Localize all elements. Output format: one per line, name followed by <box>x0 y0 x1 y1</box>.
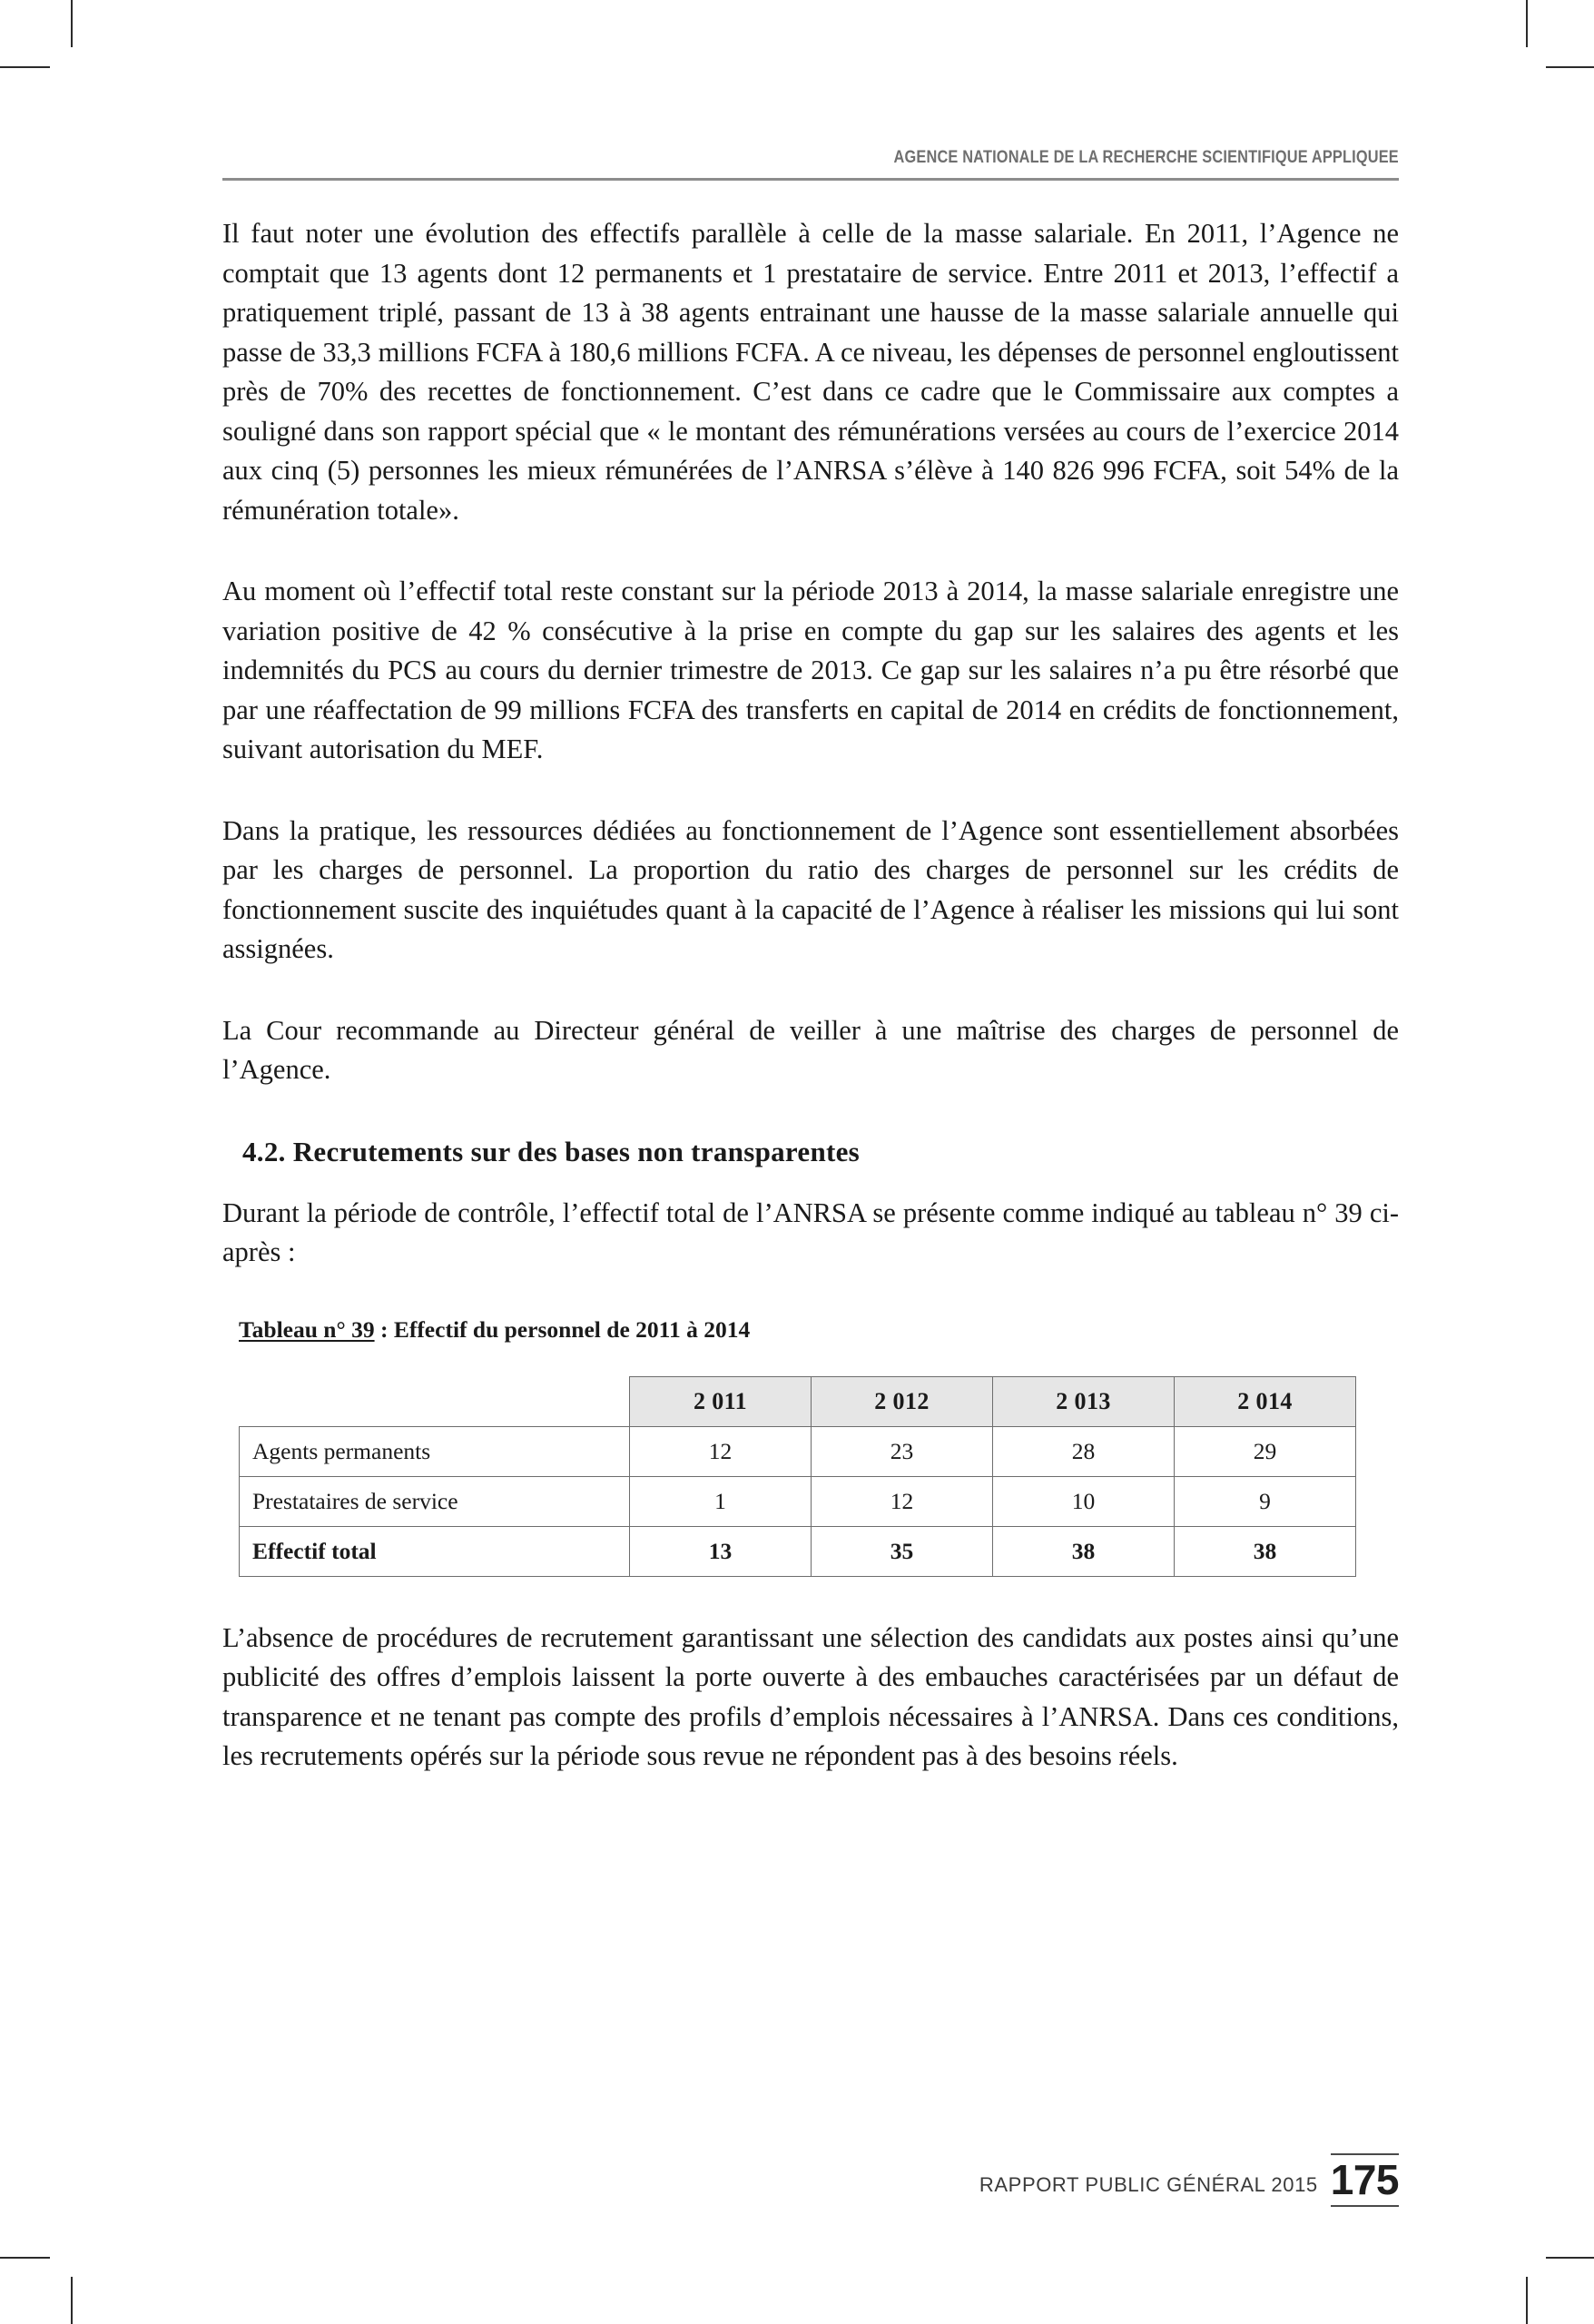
table-cell-providers-2012: 12 <box>812 1476 993 1526</box>
page-content <box>222 214 1399 1804</box>
table-caption-rest: : Effectif du personnel de 2011 à 2014 <box>374 1315 751 1343</box>
section-heading-4-2: 4.2. Recrutements sur des bases non transparentes <box>242 1135 861 1167</box>
table-cell-total-2014: 38 <box>1175 1526 1356 1576</box>
table-header-row <box>240 1376 1356 1426</box>
crop-mark-bottom-left-vertical <box>71 2277 73 2324</box>
table-cell-total-2012: 35 <box>812 1526 993 1576</box>
page-number-block <box>1331 2153 1399 2207</box>
table-column-header-2011: 2 011 <box>630 1376 812 1426</box>
paragraph-table-intro: Durant la période de contrôle, l’effectif total de l’ANRSA se présente comme indiqué au tableau n° 39 ci-après : <box>222 1196 1399 1267</box>
paragraph-payroll-variation: Au moment où l’effectif total reste constant sur la période 2013 à 2014, la masse salariale enregistre une variation positive de 42 % consécutive à la prise en compte du gap sur les salaires des agents et les indemnités du PCS au cours du dernier trimestre de 2013. Ce gap sur les salaires n’a pu être résorbé que par une réaffectation de 99 millions FCFA des transferts en capital de 2014 en crédits de fonctionnement, suivant autorisation du MEF. <box>222 576 1399 764</box>
crop-mark-top-right-horizontal <box>1546 66 1594 68</box>
table-cell-providers-2013: 10 <box>993 1476 1175 1526</box>
table-cell-providers-2014: 9 <box>1175 1476 1356 1526</box>
table-column-header-2014: 2 014 <box>1175 1376 1356 1426</box>
table-cell-total-2011: 13 <box>630 1526 812 1576</box>
page <box>222 0 1399 2324</box>
page-number: 175 <box>1330 2156 1399 2203</box>
header-rule <box>222 178 1399 181</box>
table-row-label-permanent-agents: Agents permanents <box>240 1426 630 1476</box>
paragraph-personnel-charges: Dans la pratique, les ressources dédiées au fonctionnement de l’Agence sont essentiellement absorbées par les charges de personnel. La proportion du ratio des charges de personnel sur les crédits de fonctionnement suscite des inquiétudes quant à la capacité de l’Agence à réaliser les missions qui lui sont assignées. <box>222 814 1399 964</box>
table-row-label-total: Effectif total <box>240 1526 630 1576</box>
crop-mark-top-right-vertical <box>1526 0 1528 47</box>
table-cell-permanent-2011: 12 <box>630 1426 812 1476</box>
paragraph-court-recommendation: La Cour recommande au Directeur général de veiller à une maîtrise des charges de personnel de l’Agence. <box>222 1014 1399 1085</box>
table-cell-providers-2011: 1 <box>630 1476 812 1526</box>
table-row-label-service-providers: Prestataires de service <box>240 1476 630 1526</box>
running-header <box>222 148 1399 168</box>
footer-report-label: RAPPORT PUBLIC GÉNÉRAL 2015 <box>979 2173 1318 2196</box>
page-footer <box>222 2153 1399 2207</box>
table-row <box>240 1476 1356 1526</box>
crop-mark-bottom-right-vertical <box>1526 2277 1528 2324</box>
table-row <box>240 1426 1356 1476</box>
paragraph-recruitment-conclusion: L’absence de procédures de recrutement garantissant une sélection des candidats aux postes ainsi qu’une publicité des offres d’emplois laissent la porte ouverte à des embauches caractérisées par un défaut de transparence et ne tenant pas compte des profils d’emplois nécessaires à l’ANRSA. Dans ces conditions, les recrutements opérés sur la période sous revue ne répondent pas à des besoins réels. <box>222 1621 1399 1771</box>
table-caption-label: Tableau n° 39 <box>239 1315 375 1343</box>
crop-mark-bottom-right-horizontal <box>1546 2257 1594 2259</box>
table-caption <box>222 1315 1399 1345</box>
staff-headcount-table <box>239 1376 1356 1577</box>
page-number-rule-bottom <box>1331 2205 1399 2207</box>
table-row-total <box>240 1526 1356 1576</box>
table-cell-permanent-2013: 28 <box>993 1426 1175 1476</box>
crop-mark-top-left-vertical <box>71 0 73 47</box>
crop-mark-bottom-left-horizontal <box>0 2257 50 2259</box>
table-cell-permanent-2012: 23 <box>812 1426 993 1476</box>
table-cell-total-2013: 38 <box>993 1526 1175 1576</box>
crop-mark-top-left-horizontal <box>0 66 50 68</box>
table-corner-cell <box>240 1376 630 1426</box>
table-cell-permanent-2014: 29 <box>1175 1426 1356 1476</box>
running-header-title: AGENCE NATIONALE DE LA RECHERCHE SCIENTIFIQUE APPLIQUEE <box>893 148 1399 167</box>
table-column-header-2013: 2 013 <box>993 1376 1175 1426</box>
paragraph-salary-evolution: Il faut noter une évolution des effectifs parallèle à celle de la masse salariale. En 2011, l’Agence ne comptait que 13 agents dont 12 permanents et 1 prestataire de service. Entre 2011 et 2013, l’effectif a pratiquement triplé, passant de 13 à 38 agents entrainant une hausse de la masse salariale annuelle qui passe de 33,3 millions FCFA à 180,6 millions FCFA. A ce niveau, les dépenses de personnel engloutissent près de 70% des recettes de fonctionnement. C’est dans ce cadre que le Commissaire aux comptes a souligné dans son rapport spécial que « le montant des rémunérations versées au cours de l’exercice 2014 aux cinq (5) personnes les mieux rémunérées de l’ANRSA s’élève à 140 826 996 FCFA, soit 54% de la rémunération totale». <box>222 218 1399 526</box>
table-column-header-2012: 2 012 <box>812 1376 993 1426</box>
